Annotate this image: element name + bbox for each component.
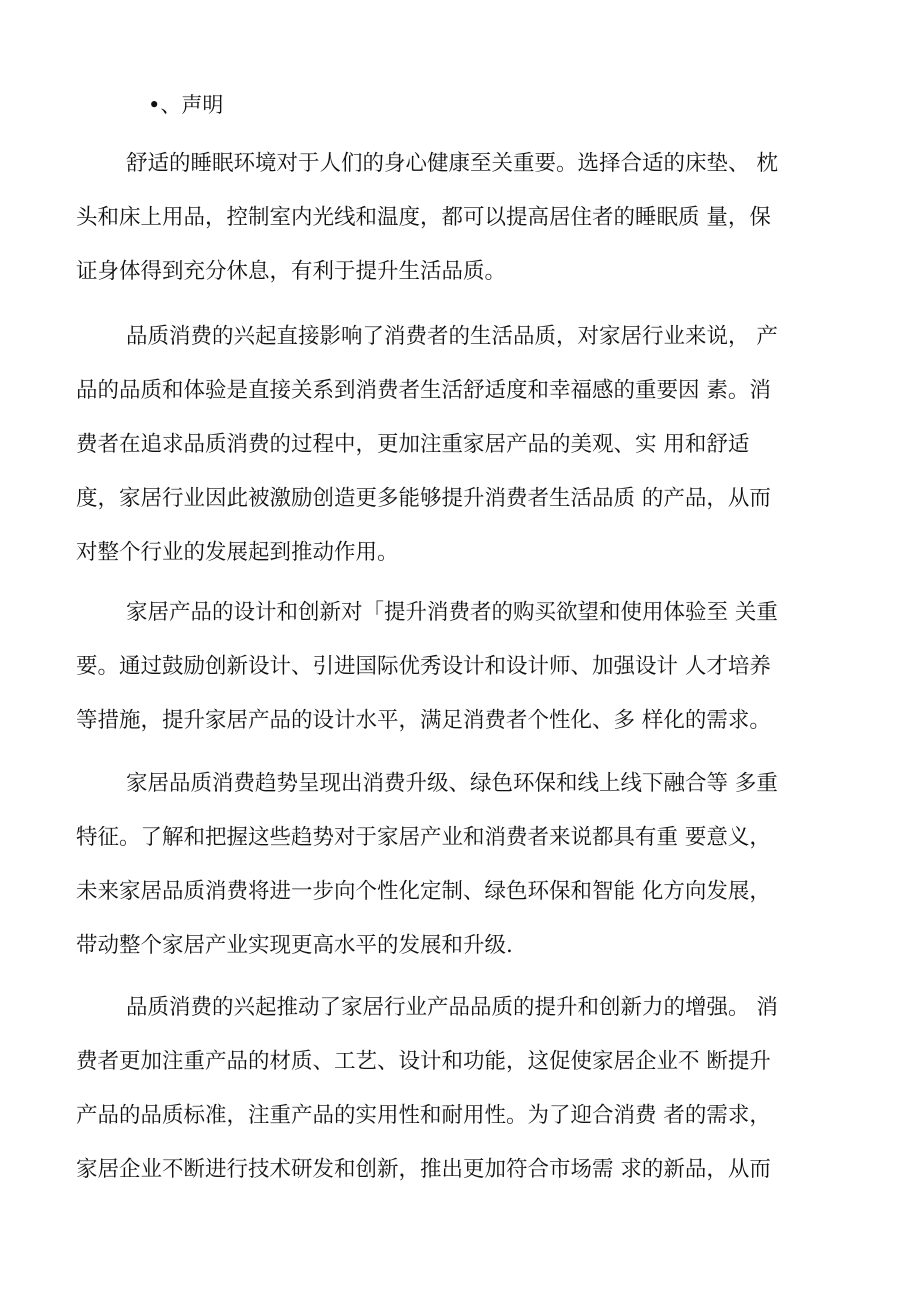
paragraph-5 (76, 981, 836, 1197)
paragraph-line: 等措施，提升家居产品的设计水平，满足消费者个性化、多 样化的需求。 (76, 708, 771, 733)
paragraph-line: 费者在追求品质消费的过程中，更加注重家居产品的美观、实 用和舒适 (76, 432, 750, 457)
paragraph-line: 证身体得到充分休息，有利于提升生活品质。 (76, 259, 507, 284)
paragraph-line: 品质消费的兴起直接影响了消费者的生活品质，对家居行业来说， 产 (126, 324, 778, 349)
paragraph-3 (76, 586, 836, 748)
paragraph-line: 费者更加注重产品的材质、工艺、设计和功能，这促使家居企业不 断提升 (76, 1049, 771, 1074)
paragraph-line: 要。通过鼓励创新设计、引进国际优秀设计和设计师、加强设计 人才培养 (76, 654, 771, 679)
paragraph-line: 品的品质和体验是直接关系到消费者生活舒适度和幸福感的重要因 素。消 (76, 378, 771, 403)
paragraph-line: 带动整个家居产业实现更高水平的发展和升级. (76, 933, 513, 958)
section-heading: •、声明 (148, 93, 224, 117)
paragraph-line: 家居品质消费趋势呈现出消费升级、绿色环保和线上线下融合等 多重 (126, 771, 778, 796)
paragraph-2 (76, 310, 836, 580)
paragraph-line: 舒适的睡眠环境对于人们的身心健康至关重要。选择合适的床垫、 枕 (126, 151, 778, 176)
paragraph-4 (76, 757, 836, 973)
paragraph-line: 品质消费的兴起推动了家居行业产品品质的提升和创新力的增强。 消 (126, 995, 778, 1020)
paragraph-1 (76, 137, 836, 299)
paragraph-line: 未来家居品质消费将进一步向个性化定制、绿色环保和智能 化方向发展， (76, 879, 771, 904)
paragraph-line: 头和床上用品，控制室内光线和温度，都可以提高居住者的睡眠质 量，保 (76, 205, 771, 230)
paragraph-line: 家居企业不断进行技术研发和创新，推出更加符合市场需 求的新品，从而 (76, 1157, 771, 1182)
paragraph-line: 家居产品的设计和创新对「提升消费者的购买欲望和使用体验至 关重 (126, 600, 778, 625)
paragraph-line: 对整个行业的发展起到推动作用。 (76, 540, 399, 565)
paragraph-line: 特征。了解和把握这些趋势对于家居产业和消费者来说都具有重 要意义， (76, 825, 771, 850)
paragraph-line: 度，家居行业因此被激励创造更多能够提升消费者生活品质 的产品，从而 (76, 486, 771, 511)
paragraph-line: 产品的品质标准，注重产品的实用性和耐用性。为了迎合消费 者的需求， (76, 1103, 771, 1128)
